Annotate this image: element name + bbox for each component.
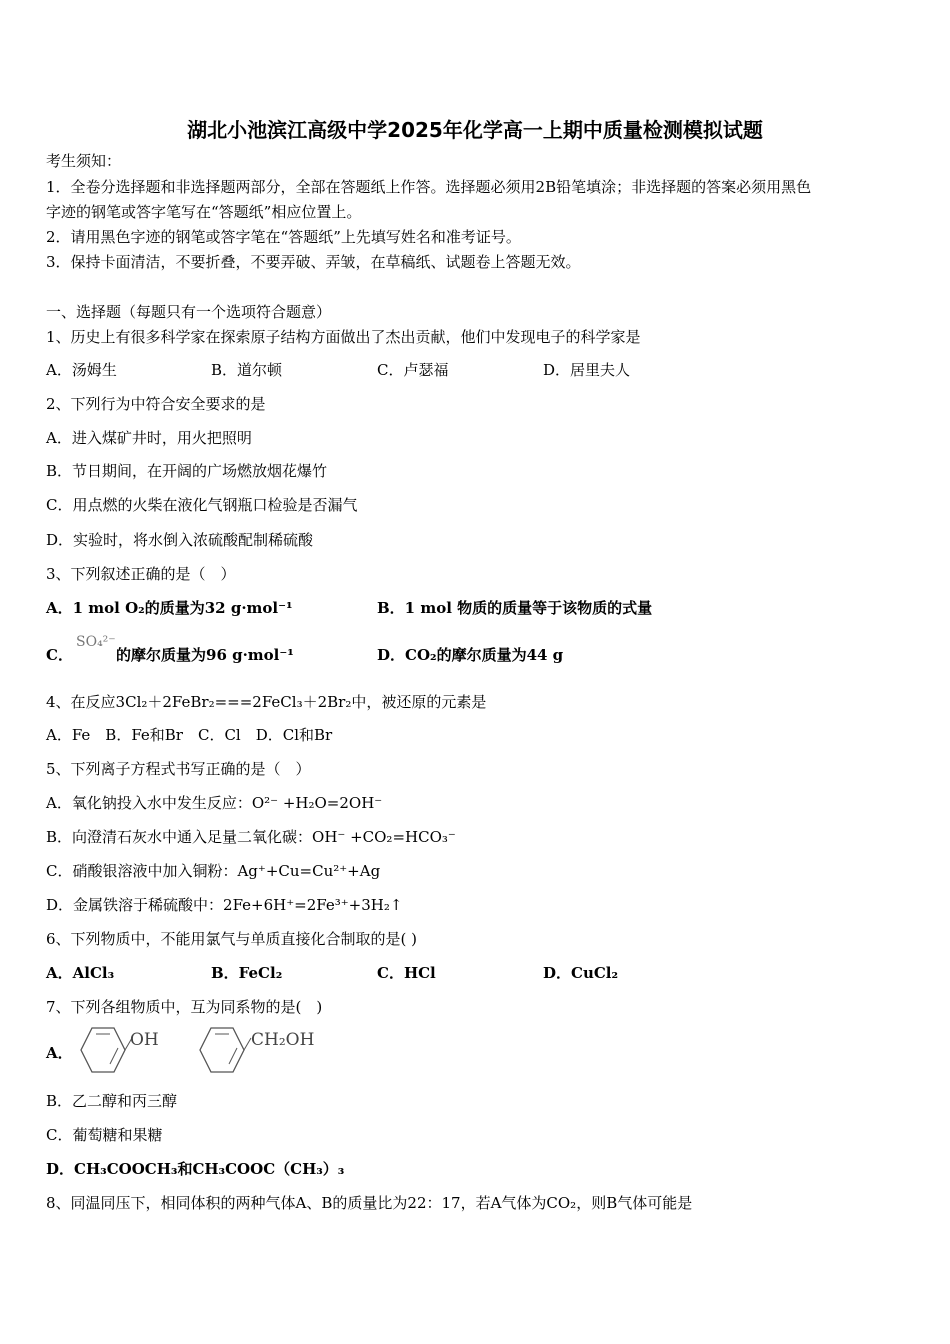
option: C．硝酸银溶液中加入铜粉：Ag⁺+Cu=Cu²⁺+Ag [46,862,381,880]
notice-item: 2．请用黑色字迹的钢笔或答字笔在“答题纸”上先填写姓名和准考证号。 [46,228,521,246]
option: D．CH₃COOCH₃和CH₃COOC（CH₃）₃ [46,1160,345,1178]
options-row: A．Fe B．Fe和Br C．Cl D．Cl和Br [46,726,333,744]
option: C．葡萄糖和果糖 [46,1126,163,1144]
question-stem: 8、同温同压下，相同体积的两种气体A、B的质量比为22：17，若A气体为CO₂，则B气体可能是 [46,1194,693,1212]
option: D．CuCl₂ [543,964,619,982]
question-stem: 3、下列叙述正确的是（ ） [46,565,236,583]
page-title: 湖北小池滨江高级中学2025年化学高一上期中质量检测模拟试题 [187,118,763,142]
option-text: 的摩尔质量为96 g·mol⁻¹ [116,646,294,664]
option: B．道尔顿 [211,361,283,379]
hydroxymethyl-label: CH₂OH [251,1030,315,1050]
option: D．实验时，将水倒入浓硫酸配制稀硫酸 [46,531,314,549]
notice-item: 1．全卷分选择题和非选择题两部分，全部在答题纸上作答。选择题必须用2B铅笔填涂；非选择题的答案必须用黑色 [46,178,812,196]
question-stem: 7、下列各组物质中，互为同系物的是( ) [46,998,323,1016]
question-stem: 4、在反应3Cl₂＋2FeBr₂===2FeCl₃＋2Br₂中，被还原的元素是 [46,693,487,711]
hydroxyl-label: OH [130,1030,159,1050]
benzene-ring-icon [193,1024,253,1076]
option: B．FeCl₂ [211,964,283,982]
option: A．进入煤矿井时，用火把照明 [46,429,252,447]
option: B．向澄清石灰水中通入足量二氧化碳：OH⁻ +CO₂=HCO₃⁻ [46,828,456,846]
option: D．金属铁溶于稀硫酸中：2Fe+6H⁺=2Fe³⁺+3H₂↑ [46,896,403,914]
benzene-ring-icon [74,1024,134,1076]
notice-item: 字迹的钢笔或答字笔写在“答题纸”相应位置上。 [46,203,362,221]
notice-heading: 考生须知： [46,152,122,170]
option: A．1 mol O₂的质量为32 g·mol⁻¹ [46,599,293,617]
option: C．用点燃的火柴在液化气钢瓶口检验是否漏气 [46,496,358,514]
question-stem: 2、下列行为中符合安全要求的是 [46,395,266,413]
option: A． [46,1044,73,1062]
option: B．乙二醇和丙三醇 [46,1092,178,1110]
option: C．卢瑟福 [377,361,449,379]
section-heading: 一、选择题（每题只有一个选项符合题意） [46,303,332,321]
question-stem: 1、历史上有很多科学家在探索原子结构方面做出了杰出贡献，他们中发现电子的科学家是 [46,328,641,346]
option: A．氧化钠投入水中发生反应：O²⁻ +H₂O=2OH⁻ [46,794,383,812]
sulfate-formula: SO₄²⁻ [76,634,116,650]
option: C．HCl [377,964,436,982]
option: A．汤姆生 [46,361,117,379]
option: B．1 mol 物质的质量等于该物质的式量 [377,599,653,617]
option: A．AlCl₃ [46,964,115,982]
option: D．CO₂的摩尔质量为44 g [377,646,564,664]
notice-item: 3．保持卡面清洁，不要折叠，不要弄破、弄皱，在草稿纸、试题卷上答题无效。 [46,253,581,271]
question-stem: 5、下列离子方程式书写正确的是（ ） [46,760,311,778]
question-stem: 6、下列物质中，不能用氯气与单质直接化合制取的是( ) [46,930,418,948]
option: C． [46,646,73,664]
option: B．节日期间，在开阔的广场燃放烟花爆竹 [46,462,328,480]
option: D．居里夫人 [543,361,631,379]
